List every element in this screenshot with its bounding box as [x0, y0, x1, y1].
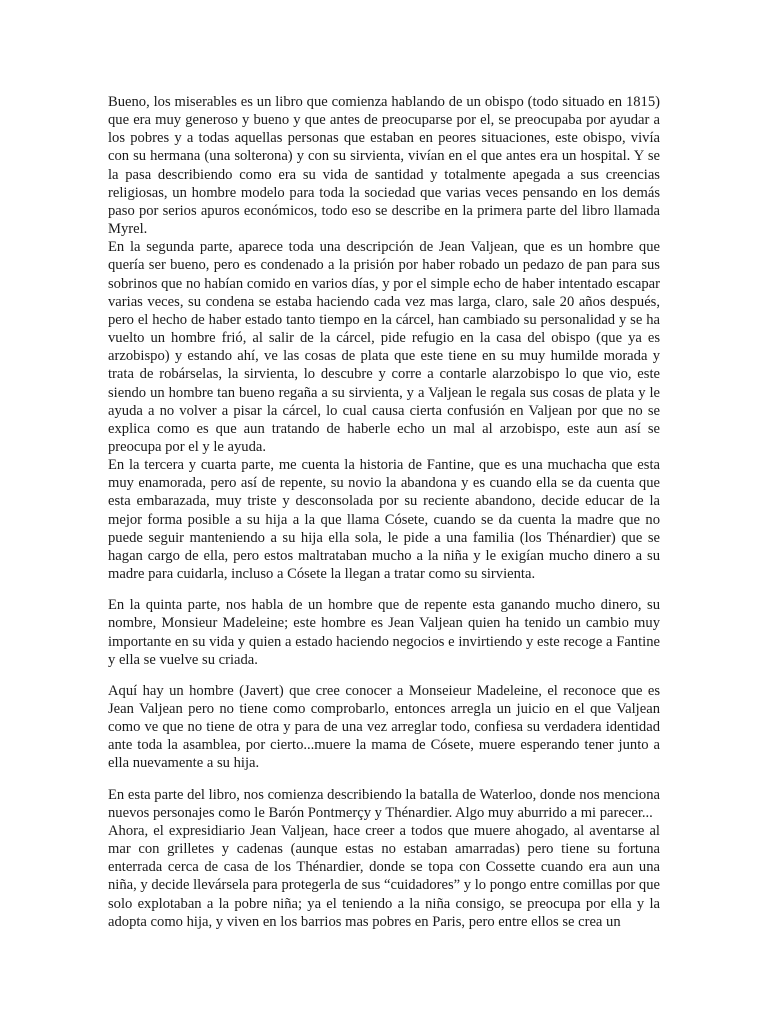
- paragraph-3-fantine: En la tercera y cuarta parte, me cuenta la historia de Fantine, que es una muchacha que esta muy enamorada, pero así de repente, su novio la abandona y es cuando ella se da cuenta que esta embarazada, muy triste y desconsolada por su reciente abandono, decide educar de la mejor forma posible a su hija a la que llama Cósete, cuando se da cuenta la madre que no puede seguir manteniendo a su hija ella sola, le pide a una familia (los Thénardier) que se hagan cargo de ella, pero estos maltrataban mucho a la niña y le exigían mucho dinero a su madre para cuidarla, incluso a Cósete la llegan a tratar como su sirvienta.: [108, 457, 660, 583]
- paragraph-7-cosette: Ahora, el expresidiario Jean Valjean, hace creer a todos que muere ahogado, al aventarse al mar con grilletes y cadenas (aunque estas no estaban amarradas) pero tiene su fortuna enterrada cerca de casa de los Thénardier, donde se topa con Cossette cuando era aun una niña, y decide llevársela para protegerla de sus “cuidadores” y lo pongo entre comillas por que solo explotaban a la pobre niña; ya el teniendo a la niña consigo, se preocupa por ella y la adopta como hija, y viven en los barrios mas pobres en Paris, pero entre ellos se crea un: [108, 822, 660, 930]
- paragraph-6-waterloo: En esta parte del libro, nos comienza describiendo la batalla de Waterloo, donde nos menciona nuevos personajes como le Barón Pontmerçy y Thénardier. Algo muy aburrido a mi parecer...: [108, 786, 660, 821]
- paragraph-2-jean-valjean: En la segunda parte, aparece toda una descripción de Jean Valjean, que es un hombre que quería ser bueno, pero es condenado a la prisión por haber robado un pedazo de pan para sus sobrinos que no habían comido en varios días, y por el simple echo de haber intentado escapar varias veces, su condena se estaba haciendo cada vez mas larga, claro, sale 20 años después, pero el hecho de haber estado tanto tiempo en la cárcel, han cambiado su personalidad y se ha vuelto un hombre frió, al salir de la cárcel, pide refugio en la casa del obispo (que ya es arzobispo) y estando ahí, ve las cosas de plata que este tiene en su muy humilde morada y trata de robárselas, la sirvienta, lo descubre y corre a contarle alarzobispo lo que vio, este siendo un hombre tan bueno regaña a su sirvienta, y a Valjean le regala sus cosas de plata y le ayuda a no volver a pisar la cárcel, lo cual causa cierta confusión en Valjean por que no se explica como es que aun tratando de haberle echo un mal al arzobispo, este aun así se preocupa por el y le ayuda.: [108, 239, 660, 455]
- paragraph-4-madeleine: En la quinta parte, nos habla de un hombre que de repente esta ganando mucho dinero, su nombre, Monsieur Madeleine; este hombre es Jean Valjean quien ha tenido un cambio muy importante en su vida y quien a estado haciendo negocios e invirtiendo y este recoge a Fantine y ella se vuelve su criada.: [108, 597, 660, 668]
- paragraph-1-bishop: Bueno, los miserables es un libro que comienza hablando de un obispo (todo situado en 1815) que era muy generoso y bueno y que antes de preocuparse por el, se preocupaba por ayudar a los pobres y a todas aquellas personas que estaban en peores situaciones, este obispo, vivía con su hermana (una solterona) y con su sirvienta, vivían en el que antes era un hospital. Y se la pasa describiendo como era su vida de santidad y totalmente apegada a sus creencias religiosas, un hombre modelo para toda la sociedad que varias veces pensando en los demás paso por serios apuros económicos, todo eso se describe en la primera parte del libro llamada Myrel.: [108, 94, 660, 238]
- document-page: [108, 93, 660, 931]
- paragraph-5-javert: Aquí hay un hombre (Javert) que cree conocer a Monseieur Madeleine, el reconoce que es Jean Valjean pero no tiene como comprobarlo, entonces arregla un juicio en el que Valjean como ve que no tiene de otra y para de una vez arreglar todo, confiesa su verdadera identidad ante toda la asamblea, por cierto...muere la mama de Cósete, muere esperando tener junto a ella nuevamente a su hija.: [108, 682, 660, 772]
